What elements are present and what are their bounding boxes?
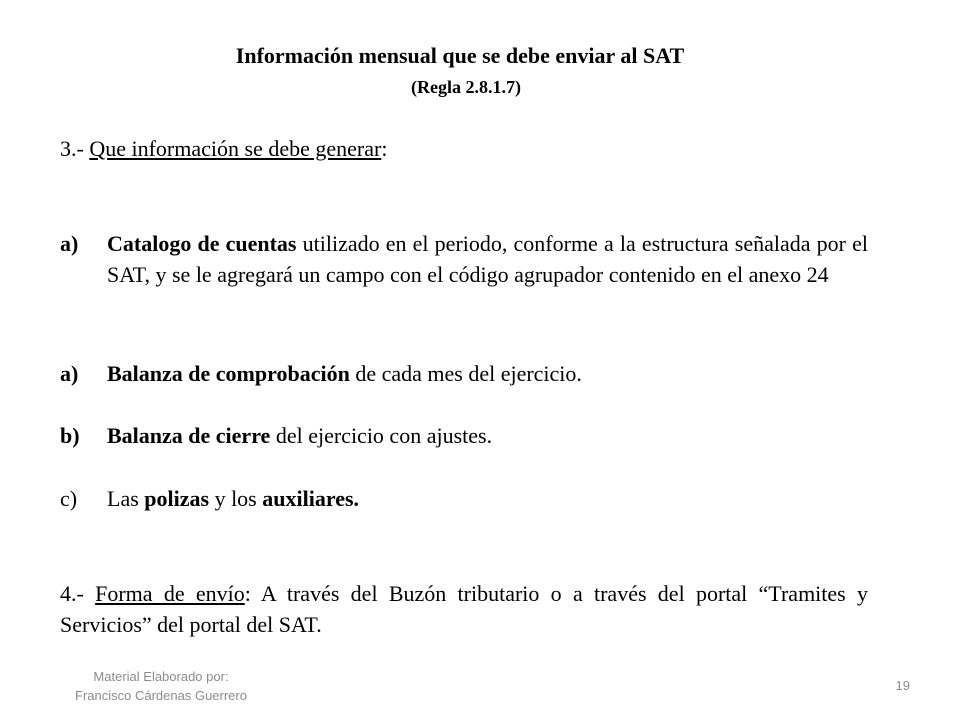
list-item-bold-polizas: polizas [144,486,210,511]
section-3-heading [60,133,868,164]
list-item-balanza-cierre [60,420,868,451]
list-item-bold-auxiliares: auxiliares. [262,486,360,511]
list-item-balanza-comprobacion [60,358,868,389]
section-3-number: 3.- [60,136,90,161]
list-item-text [107,483,868,514]
list-marker: c) [60,486,78,511]
page-number: 19 [895,678,910,693]
footer-author [56,667,266,705]
section-3-underlined-heading: Que información se debe generar [89,136,382,161]
list-item-bold: Catalogo de cuentas [107,231,297,256]
section-4-underlined-heading: Forma de envío [95,581,245,606]
section-4-paragraph [60,578,868,640]
section-3-colon: : [381,136,388,161]
list-item-rest: de cada mes del ejercicio. [349,361,582,386]
list-marker: a) [60,231,79,256]
list-item-bold: Balanza de comprobación [107,361,350,386]
list-marker: b) [60,423,80,448]
list-item-rest: del ejercicio con ajustes. [270,423,493,448]
list-marker: a) [60,361,79,386]
footer-line-2: Francisco Cárdenas Guerrero [75,688,247,703]
slide-subtitle: (Regla 2.8.1.7) [411,77,521,97]
list-item-mid: y los [209,486,263,511]
footer-line-1: Material Elaborado por: [93,669,229,684]
list-item-text [107,228,868,290]
list-item-text [107,420,868,451]
list-item-rest: utilizado en el periodo, conforme a la estructura señalada por el SAT, y se le agregará un campo con el código agrupador contenido en el anexo 24 [107,231,868,287]
section-4-number: 4.- [60,581,96,606]
list-item-polizas-auxiliares [60,483,868,514]
list-item-pre: Las [107,486,145,511]
slide-title: Información mensual que se debe enviar al SAT [235,43,685,68]
list-item-bold: Balanza de cierre [107,423,271,448]
list-item-catalogo [60,228,868,290]
list-item-text [107,358,868,389]
section-4-text: : A través del Buzón tributario o a través del portal “Tramites y Servicios” del portal del SAT. [60,581,869,637]
